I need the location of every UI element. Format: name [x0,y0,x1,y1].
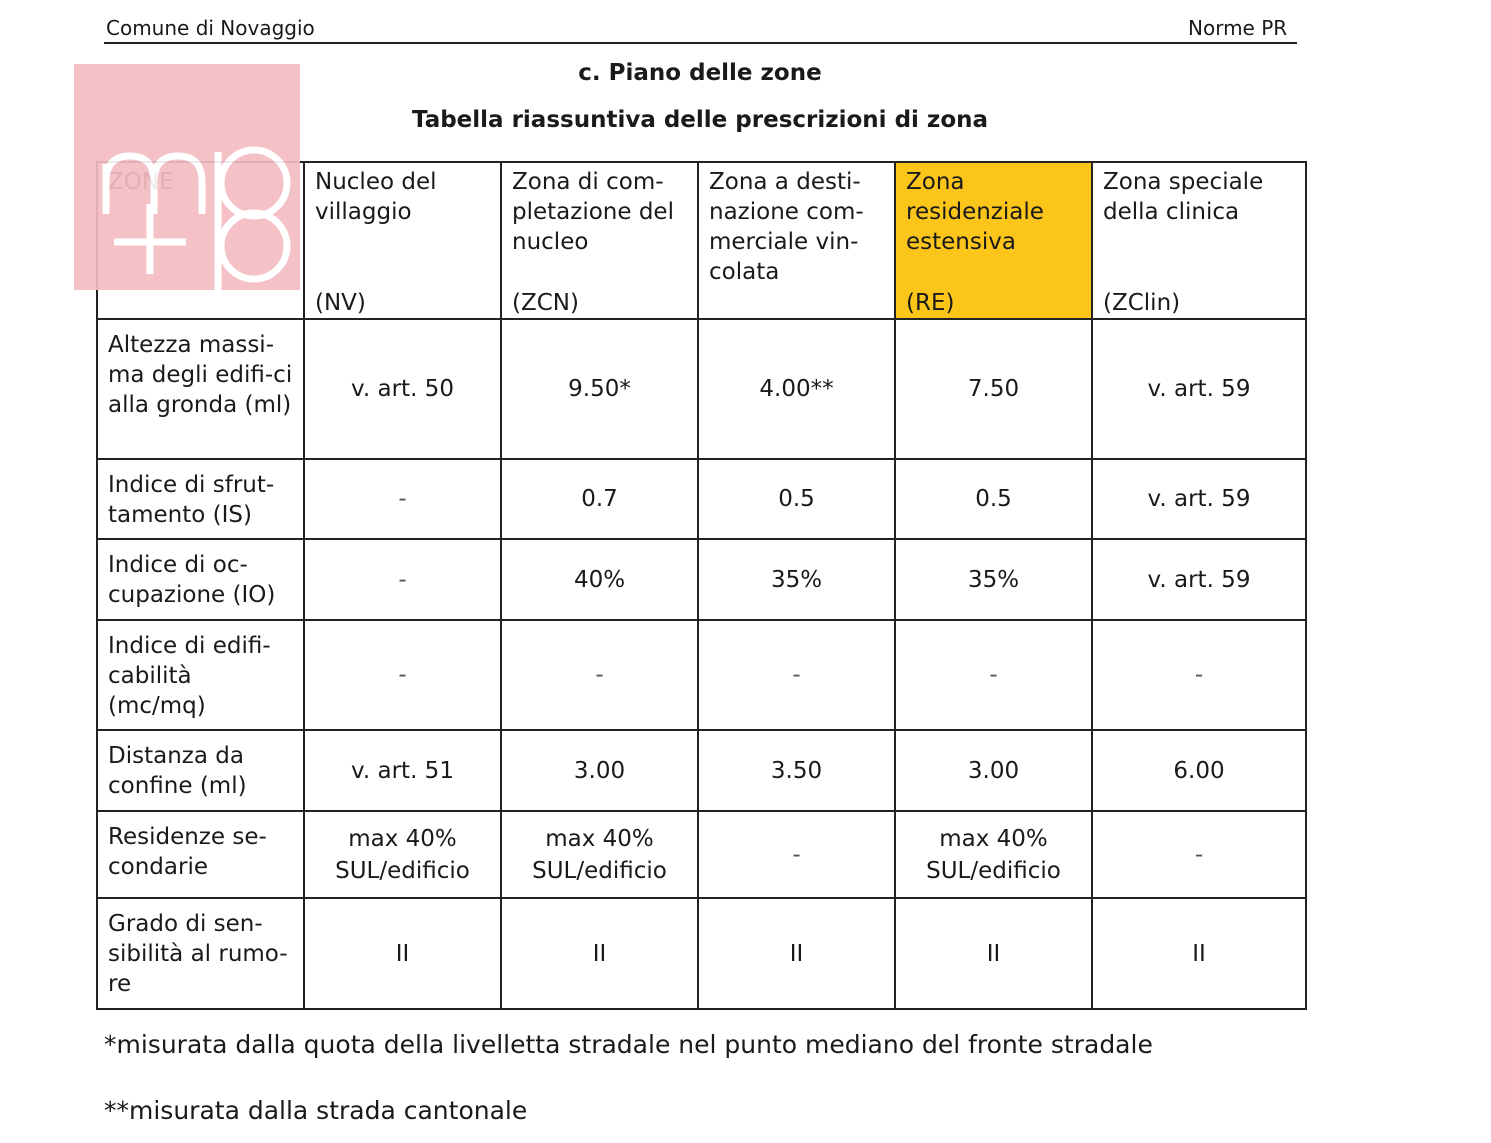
row-label: Indice di sfrut-tamento (IS) [108,472,275,528]
cell-value: - [398,566,407,593]
cell-value: v. art. 50 [351,376,454,402]
zone-code: (RE) [906,290,955,316]
table-row [97,319,1306,459]
zone-name: Zona residenziale estensiva [906,169,1044,255]
value-cell [895,620,1092,730]
cell-value: 35% [967,566,1020,593]
cell-value: v. art. 59 [1147,486,1251,512]
cell-value: - [398,486,407,512]
table-row [97,730,1306,811]
value-cell [698,898,895,1009]
cell-value: max 40% SUL/edificio [532,825,667,884]
cell-value: - [595,662,604,688]
value-cell [895,898,1092,1009]
row-label-cell [97,898,304,1009]
table-title: Tabella riassuntiva delle prescrizioni di zona [411,107,989,133]
logo-mark-icon [74,64,300,290]
header-cell-commercial [698,162,895,319]
value-cell [698,539,895,620]
value-cell [304,811,501,898]
cell-value: max 40% SUL/edificio [926,825,1061,884]
cell-value: 3.00 [573,757,626,784]
cell-value: 0.7 [581,486,618,512]
cell-value: 4.00** [759,376,834,402]
cell-value: - [398,662,407,688]
header-cell-zclin [1092,162,1306,319]
header-municipality: Comune di Novaggio [106,16,315,40]
value-cell [895,539,1092,620]
table-row [97,898,1306,1009]
header-cell-nv [304,162,501,319]
value-cell [895,730,1092,811]
cell-value: - [1194,841,1204,868]
table-row [97,539,1306,620]
value-cell [698,459,895,539]
value-cell [895,459,1092,539]
table-row [97,459,1306,539]
cell-value: II [395,940,410,967]
zone-name: Zona di com-pletazione del nucleo [512,169,674,255]
row-label: Grado di sen-sibilità al rumo-re [108,911,288,997]
cell-value: II [592,940,607,967]
cell-value: - [989,662,998,688]
cell-value: v. art. 59 [1147,566,1251,593]
value-cell [304,898,501,1009]
zone-code: (ZCN) [512,290,579,316]
value-cell [304,730,501,811]
value-cell [1092,319,1306,459]
header-document-title: Norme PR [1188,16,1288,40]
value-cell [501,459,698,539]
value-cell [1092,811,1306,898]
zone-code: (NV) [315,290,366,316]
cell-value: 0.5 [778,486,815,512]
cell-value: v. art. 51 [351,757,454,784]
value-cell [501,730,698,811]
section-title: c. Piano delle zone [578,60,822,86]
value-cell [304,459,501,539]
cell-value: 3.50 [770,757,823,784]
value-cell [501,898,698,1009]
footnote-1: *misurata dalla quota della livelletta stradale nel punto mediano del fronte stradale [104,1030,1153,1059]
value-cell [501,539,698,620]
value-cell [895,811,1092,898]
cell-value: 35% [770,566,823,593]
cell-value: 6.00 [1173,757,1225,784]
cell-value: 3.00 [967,757,1020,784]
row-label: Residenze se-condarie [108,824,267,880]
row-label: Distanza da confine (ml) [108,743,247,799]
row-label: Indice di oc-cupazione (IO) [108,552,276,608]
row-label-cell [97,459,304,539]
value-cell [698,319,895,459]
value-cell [501,319,698,459]
zone-code: (ZClin) [1103,290,1181,316]
row-label-cell [97,319,304,459]
cell-value: 9.50* [568,376,631,402]
value-cell [304,539,501,620]
cell-value: 0.5 [975,486,1012,512]
cell-value: v. art. 59 [1147,376,1251,402]
table-row [97,811,1306,898]
row-label: Altezza massi-ma degli edifi-ci alla gronda (ml) [108,332,293,418]
cell-value: - [1194,662,1204,688]
row-label-cell [97,539,304,620]
value-cell [1092,459,1306,539]
cell-value: - [792,662,801,688]
value-cell [1092,898,1306,1009]
zone-name: Nucleo del villaggio [315,169,437,225]
cell-value: 7.50 [967,376,1020,402]
row-label-cell [97,730,304,811]
value-cell [698,620,895,730]
footnote-2: **misurata dalla strada cantonale [104,1096,528,1125]
cell-value: 40% [573,566,626,593]
cell-value: II [1192,940,1206,967]
row-label-cell [97,811,304,898]
zone-name: Zona a desti-nazione com-merciale vin-colata [709,169,864,285]
table-row [97,620,1306,730]
cell-value: - [792,841,801,868]
studio-logo [74,64,300,290]
value-cell [304,620,501,730]
value-cell [304,319,501,459]
header-cell-zcn [501,162,698,319]
value-cell [698,811,895,898]
value-cell [501,620,698,730]
value-cell [895,319,1092,459]
header-cell-re [895,162,1092,319]
value-cell [698,730,895,811]
value-cell [501,811,698,898]
cell-value: II [789,940,804,967]
zone-name: Zona speciale della clinica [1103,169,1264,225]
cell-value: II [986,940,1001,967]
row-label-cell [97,620,304,730]
value-cell [1092,539,1306,620]
row-label: Indice di edifi-cabilità (mc/mq) [108,633,271,719]
cell-value: max 40% SUL/edificio [335,825,470,884]
header-divider [104,42,1297,44]
value-cell [1092,730,1306,811]
value-cell [1092,620,1306,730]
